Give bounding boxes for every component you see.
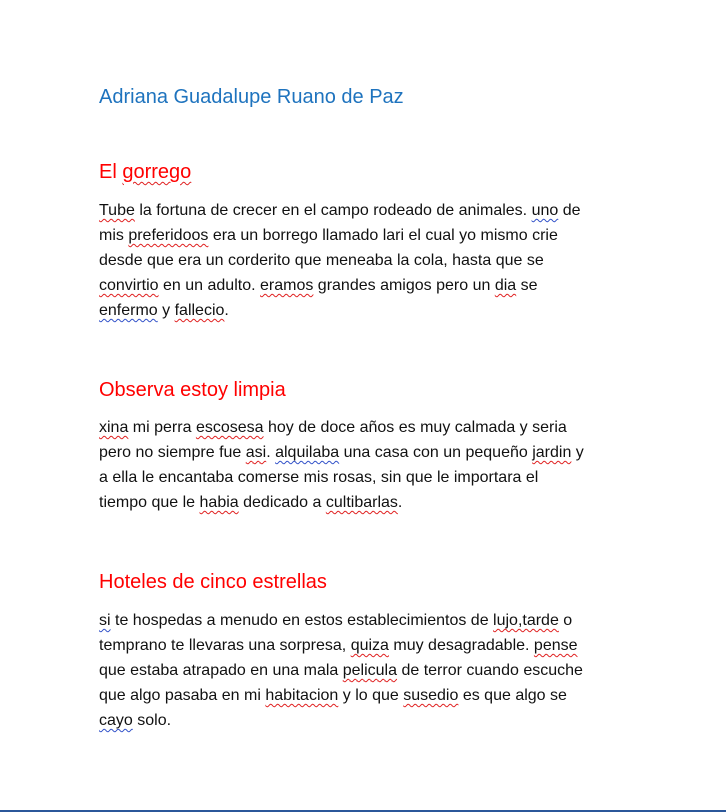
section-paragraph (99, 198, 639, 323)
text-run: . (266, 444, 276, 461)
text-run: pero no siempre fue (99, 444, 246, 461)
paragraph-line (99, 415, 639, 440)
text-run: . (224, 302, 229, 319)
text-run: y (571, 444, 584, 461)
misspelled-word: Tube (99, 202, 135, 219)
grammar-flag-word: si (99, 612, 111, 629)
misspelled-word: habitacion (265, 687, 339, 704)
text-run: hoy de doce años es muy calmada y seria (263, 419, 567, 436)
text-run: de terror cuando escuche (397, 662, 583, 679)
misspelled-word: pelicula (342, 662, 398, 679)
text-run: muy desagradable. (388, 637, 534, 654)
misspelled-word: habia (199, 494, 239, 511)
text-run: solo. (132, 712, 172, 729)
misspelled-word: susedio (403, 687, 459, 704)
text-run: de (558, 202, 581, 219)
section-heading (99, 379, 286, 402)
text-run: grandes amigos pero un (313, 277, 495, 294)
misspelled-word: pense (533, 637, 578, 654)
misspelled-word: dia (494, 277, 517, 294)
grammar-flag-word: alquilaba (275, 444, 340, 461)
paragraph-line (99, 608, 639, 633)
text-run: y lo que (338, 687, 404, 704)
text-run: en un adulto. (158, 277, 260, 294)
paragraph-line (99, 490, 639, 515)
text-run: . (397, 494, 403, 511)
text-run: la fortuna de crecer en el campo rodeado de animales. (134, 202, 532, 219)
text-run: tiempo que le (99, 494, 200, 511)
section-heading (99, 161, 191, 184)
grammar-flag-word: enfermo (99, 302, 158, 319)
heading-text: El (99, 161, 123, 183)
misspelled-word: jardin (532, 444, 572, 461)
text-run: mi perra (128, 419, 196, 436)
text-run: era un borrego llamado lari el cual yo mismo crie (208, 227, 558, 244)
section-paragraph (99, 415, 639, 515)
text-run: se (516, 277, 538, 294)
text-run: que estaba atrapado en una mala (99, 662, 343, 679)
text-run: desde que era un corderito que meneaba la cola, hasta que se (99, 252, 544, 269)
paragraph-line (99, 465, 639, 490)
misspelled-word: escosesa (195, 419, 264, 436)
misspelled-word: cultibarlas (325, 494, 398, 511)
misspelled-word: xina (99, 419, 129, 436)
text-run: que algo pasaba en mi (99, 687, 266, 704)
text-run: temprano te llevaras una sorpresa, (99, 637, 351, 654)
paragraph-line (99, 223, 639, 248)
misspelled-word: preferidoos (128, 227, 209, 244)
heading-text: Hoteles de cinco estrellas (99, 571, 327, 593)
paragraph-line (99, 683, 639, 708)
text-run: te hospedas a menudo en estos establecimientos de (110, 612, 494, 629)
paragraph-line (99, 273, 639, 298)
paragraph-line (99, 298, 639, 323)
misspelled-word: convirtio (99, 277, 159, 294)
misspelled-word: gorrego (122, 161, 192, 183)
text-run: y (157, 302, 175, 319)
text-run: dedicado a (238, 494, 326, 511)
text-run: o (558, 612, 573, 629)
paragraph-line (99, 198, 639, 223)
misspelled-word: fallecio (174, 302, 225, 319)
grammar-flag-word: cayo (99, 712, 133, 729)
misspelled-word: eramos (260, 277, 314, 294)
author-name: Adriana Guadalupe Ruano de Paz (99, 86, 404, 108)
heading-text: Observa estoy limpia (99, 379, 286, 401)
text-run: es que algo se (458, 687, 567, 704)
text-run: mis (99, 227, 129, 244)
misspelled-word: quiza (350, 637, 389, 654)
paragraph-line (99, 440, 639, 465)
paragraph-line (99, 708, 639, 733)
text-run: a ella le encantaba comerse mis rosas, sin que le importara el (99, 469, 539, 486)
section-paragraph (99, 608, 639, 733)
section-heading (99, 571, 327, 594)
text-run: una casa con un pequeño (339, 444, 533, 461)
paragraph-line (99, 658, 639, 683)
misspelled-word: lujo,tarde (493, 612, 559, 629)
grammar-flag-word: uno (531, 202, 559, 219)
paragraph-line (99, 633, 639, 658)
paragraph-line (99, 248, 639, 273)
misspelled-word: asi (245, 444, 267, 461)
